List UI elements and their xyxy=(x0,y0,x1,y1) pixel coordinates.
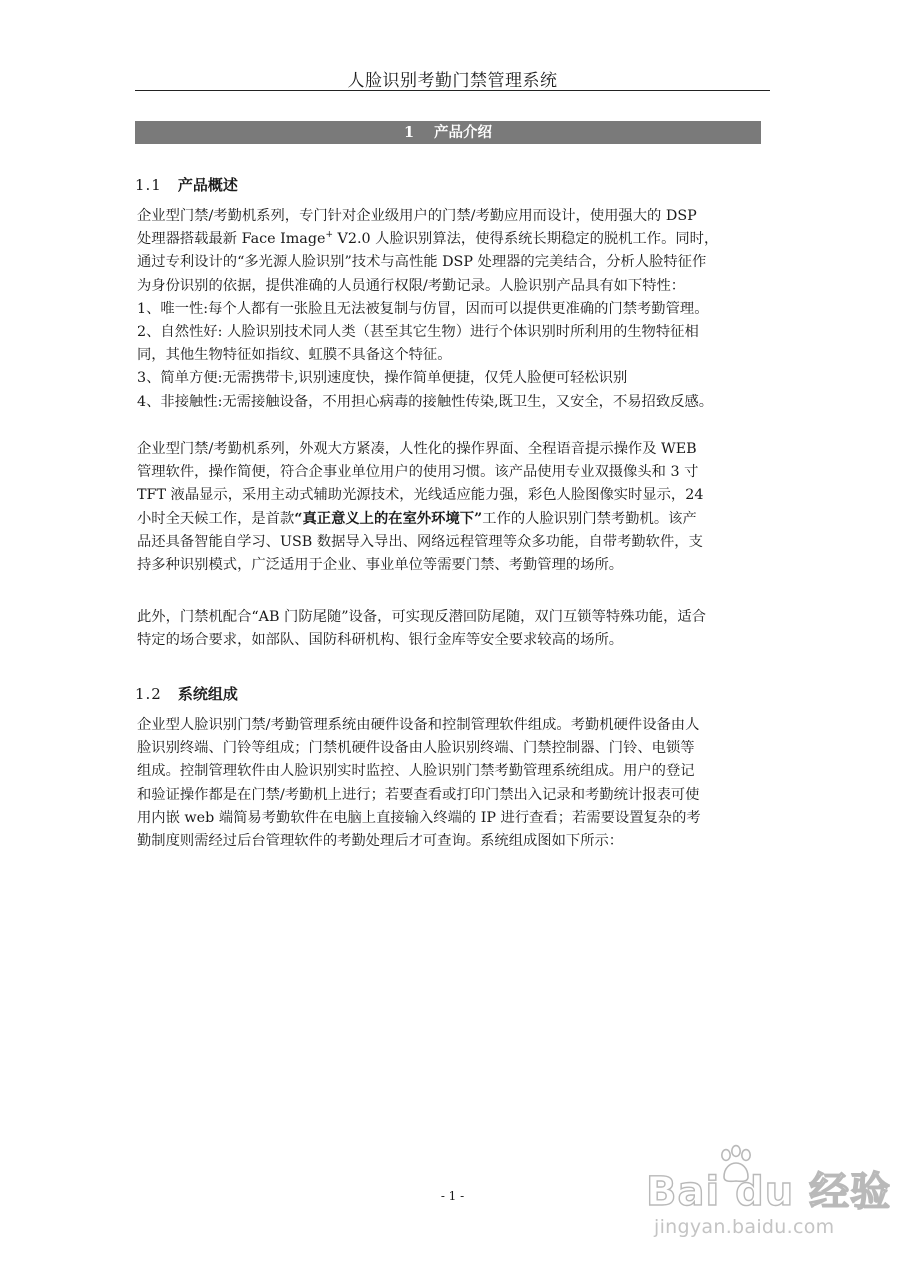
feature-item: 1、唯一性:每个人都有一张脸且无法被复制与仿冒，因而可以提供更准确的门禁考勤管理。 xyxy=(137,300,709,317)
text-line: 为身份识别的依据，提供准确的人员通行权限/考勤记录。人脸识别产品具有如下特性： xyxy=(137,277,686,294)
text-line: 用内嵌 web 端简易考勤软件在电脑上直接输入终端的 IP 进行查看；若需要设置复杂的考 xyxy=(137,809,701,826)
text-line xyxy=(137,508,769,531)
text-span: 处理器搭载最新 Face Image xyxy=(137,231,326,248)
text-line: 持多种识别模式，广泛适用于企业、事业单位等需要门禁、考勤管理的场所。 xyxy=(137,557,624,574)
section-title: 系统组成 xyxy=(177,685,238,703)
emphasis-text: “真正意义上的在室外环境下” xyxy=(294,510,483,527)
text-line: 脸识别终端、门铃等组成；门禁机硬件设备由人脸识别终端、门禁控制器、门铃、电锁等 xyxy=(137,740,695,757)
header-rule xyxy=(135,90,770,91)
baidu-watermark xyxy=(640,1140,892,1260)
section-number: 1.2 xyxy=(135,685,162,703)
chapter-number: 1 xyxy=(403,124,415,141)
page-header-title: 人脸识别考勤门禁管理系统 xyxy=(347,71,558,91)
text-line: 组成。控制管理软件由人脸识别实时监控、人脸识别门禁考勤管理系统组成。用户的登记 xyxy=(137,763,695,780)
text-line: 管理软件，操作简便，符合企事业单位用户的使用习惯。该产品使用专业双摄像头和 3 寸 xyxy=(137,464,699,481)
overview-paragraph-2 xyxy=(137,438,769,577)
chapter-title: 产品介绍 xyxy=(434,124,493,141)
text-line xyxy=(137,228,769,251)
overview-paragraph-3 xyxy=(137,606,769,652)
feature-item: 3、简单方便:无需携带卡,识别速度快，操作简单便捷，仅凭人脸便可轻松识别 xyxy=(137,370,628,387)
system-composition-paragraph xyxy=(137,714,769,853)
section-heading-1-1 xyxy=(135,174,238,195)
overview-paragraph-1 xyxy=(137,205,769,414)
feature-item-continuation: 同，其他生物特征如指纹、虹膜不具备这个特征。 xyxy=(137,347,452,364)
section-title: 产品概述 xyxy=(177,176,238,194)
text-line: 勤制度则需经过后台管理软件的考勤处理后才可查询。系统组成图如下所示： xyxy=(137,833,624,850)
text-line: 此外，门禁机配合“AB 门防尾随”设备，可实现反潜回防尾随，双门互锁等特殊功能，适合 xyxy=(137,609,706,625)
text-span: 小时全天候工作，是首款 xyxy=(137,510,295,527)
text-line: 特定的场合要求，如部队、国防科研机构、银行金库等安全要求较高的场所。 xyxy=(137,632,624,649)
watermark-url: jingyan.baidu.com xyxy=(654,1216,835,1238)
feature-item: 4、非接触性:无需接触设备，不用担心病毒的接触性传染,既卫生，又安全，不易招致反感。 xyxy=(137,393,714,410)
text-line: 企业型门禁/考勤机系列，外观大方紧凑，人性化的操作界面、全程语音提示操作及 WEB xyxy=(137,441,697,457)
text-span: 工作的人脸识别门禁考勤机。该产 xyxy=(482,510,697,527)
text-line: 品还具备智能自学习、USB 数据导入导出、网络远程管理等众多功能，自带考勤软件，支 xyxy=(137,533,703,550)
section-number: 1.1 xyxy=(135,176,162,194)
section-heading-1-2 xyxy=(135,683,238,704)
text-line: 企业型门禁/考勤机系列，专门针对企业级用户的门禁/考勤应用而设计，使用强大的 DSP xyxy=(137,208,697,224)
text-span: V2.0 人脸识别算法，使得系统长期稳定的脱机工作。同时， xyxy=(333,231,719,248)
text-line: 企业型人脸识别门禁/考勤管理系统由硬件设备和控制管理软件组成。考勤机硬件设备由人 xyxy=(137,717,700,733)
trademark-superscript: + xyxy=(325,230,333,241)
feature-item: 2、自然性好: 人脸识别技术同人类（甚至其它生物）进行个体识别时所利用的生物特征相 xyxy=(137,324,699,341)
text-line: TFT 液晶显示，采用主动式辅助光源技术，光线适应能力强，彩色人脸图像实时显示，24 xyxy=(137,487,704,504)
chapter-heading-bar xyxy=(135,121,761,144)
text-line: 通过专利设计的“多光源人脸识别”技术与高性能 DSP 处理器的完美结合，分析人脸特征作 xyxy=(137,254,707,271)
page-number: - 1 - xyxy=(440,1189,465,1203)
text-line: 和验证操作都是在门禁/考勤机上进行；若要查看或打印门禁出入记录和考勤统计报表可使 xyxy=(137,786,700,803)
watermark-text: Bai du 经验 xyxy=(646,1169,892,1215)
